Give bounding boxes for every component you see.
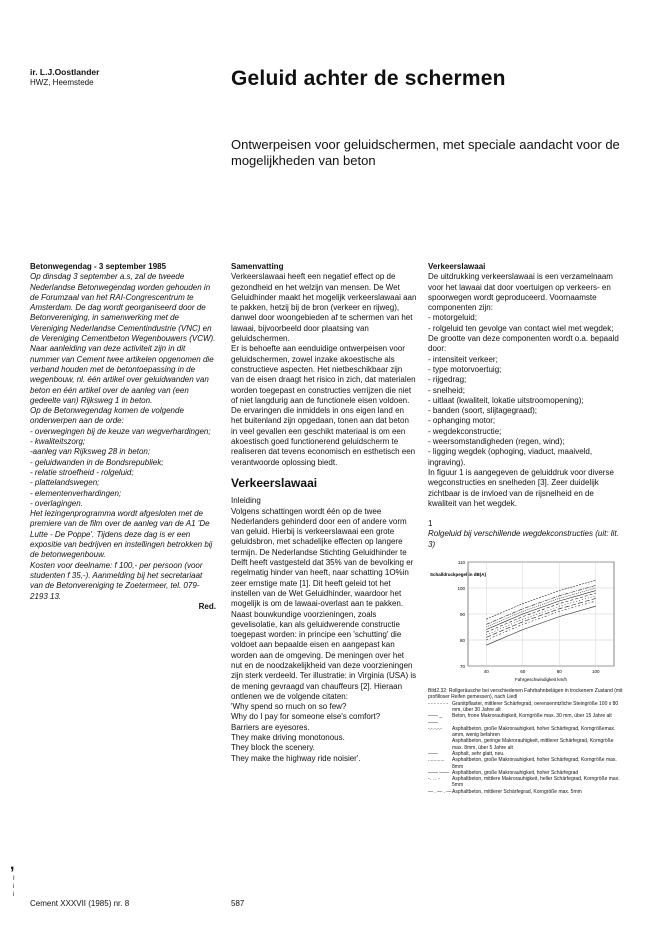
legend-text: Granitpflaster, mittlerer Schärfegrad, oerensenntzliche Steingröße 100 x 80 mm, über 30 Jahre alt bbox=[452, 700, 619, 713]
quotes-list bbox=[231, 702, 417, 764]
announcement-outro: Het lezingenprogramma wordt afgesloten met de premiere van de film over de aanleg van de A1 'De Lutte - De Poppe'. Tijdens deze dag is er een expositie van bedrijven en instellingen betrokken bij de betonwegenbouw. bbox=[30, 509, 213, 560]
quote-line: They block the scenery. bbox=[231, 743, 315, 753]
author-affiliation: HWZ, Heemstede bbox=[30, 78, 94, 87]
body-paragraph: Volgens schattingen wordt één op de twee Nederlanders gehinderd door een of andere vorm van geluid. Hierbij is verkeerslawaai een grote geluidsbron, met schadelijke effecten op langere termijn. De Nederlandse Stichting Geluidhinder te Delft heeft vastgesteld dat 35% van de bevolking er regelmatig hinder van heeft, naar schatting 1O%in zeer ernstige mate [1]. Dit heeft geleid tot het instellen van de Wet Geluidhinder, waardoor het mogelijk is om de lawaai-overlast aan te pakken. bbox=[231, 506, 414, 609]
traffic-noise-text-3: In figuur 1 is aangegeven de geluiddruk voor diverse wegconstructies en snelheden [3]. Zeer duidelijk zichtbaar is de invloed van de rijsnelheid en de kwaliteit van het wegdek. bbox=[428, 467, 614, 508]
factor-item: - ophanging motor; bbox=[428, 416, 496, 426]
topic-item: - relatie stroefheid - rolgeluid; bbox=[30, 467, 134, 477]
announcement-intro: Op dinsdag 3 september a.s, zal de tweede Nederlandse Betonwegendag worden gehouden in de Forumzaal van het RAI-Congrescentrum te Amsterdam. De dag wordt georganiseerd door de Betonvereniging, in samenwerking met de Vereniging Nederlandse Cementindustrie (VNC) en de Vereniging Cementbeton Wegenbouwers (VCW). bbox=[30, 272, 216, 344]
summary-paragraph: Verkeerslawaai heeft een negatief effect op de gezondheid en het welzijn van mensen. De Wet Geluidhinder maakt het mogelijk verkeerslawaai aan te pakken, hetzij bij de bron (verkeer en rijweg), danwel door woongebieden af te schermen van het lawaai, bijvoorbeeld door plaatsing van geluidschermen. bbox=[231, 272, 417, 344]
section-title: Verkeerslawaai bbox=[231, 475, 318, 490]
legend-entry bbox=[428, 757, 624, 770]
traffic-noise-text: De uitdrukking verkeerslawaai is een verzamelnaam voor het lawaai dat door voertuigen op verkeers- en spoorwegen wordt geproduceerd. Voornaamste componenten zijn: bbox=[428, 272, 613, 313]
legend-text: Asphaltbeton, große Makrorauhigkeit, hoher Schärfegrad, Korngrößemax. amm, wenig befahren bbox=[452, 725, 616, 739]
topic-item: - overwegingen bij de keuze van wegverhardingen; bbox=[30, 426, 211, 436]
author-name: ir. L.J.Oostlander bbox=[30, 67, 100, 77]
figure-legend bbox=[428, 688, 624, 795]
legend-symbol: -. . . - bbox=[428, 776, 440, 783]
x-tick-label: 100 bbox=[591, 669, 600, 675]
legend-items bbox=[428, 701, 624, 795]
traffic-noise-heading: Verkeerslawaai bbox=[428, 262, 486, 271]
factor-item: - ligging wegdek (ophoging, viaduct, maaiveld, ingraving). bbox=[428, 447, 593, 467]
chart-svg bbox=[428, 554, 624, 684]
legend-intro: Bild2.32: Rollgeräusche bei verschiedenen Fahrbahnbelägen in trockenem Zustand (mit profilloser Reifen gemessen), nach Liedl bbox=[428, 688, 623, 701]
factor-item: - weersomstandigheden (regen, wind); bbox=[428, 437, 565, 447]
y-tick-label: 80 bbox=[459, 638, 465, 644]
topic-item: - overlagingen. bbox=[30, 498, 83, 508]
margin-ticks: I i i bbox=[13, 876, 15, 898]
y-tick-label: 90 bbox=[459, 612, 465, 618]
quote-line: Barriers are eyesores. bbox=[231, 722, 310, 732]
topic-item: - kwaliteitszorg; bbox=[30, 437, 86, 447]
summary-column bbox=[231, 262, 417, 764]
components-list bbox=[428, 313, 624, 334]
legend-symbol: —— —— bbox=[428, 769, 450, 776]
topic-item: - geluidwanden in de Bondsrepubliek; bbox=[30, 457, 164, 467]
factors-list bbox=[428, 355, 624, 468]
legend-symbol: - - - - - - - bbox=[428, 700, 448, 707]
legend-symbol: —— _ —— bbox=[428, 713, 443, 726]
x-tick-label: 40 bbox=[483, 669, 489, 675]
factor-item: - uitlaat (kwaliteit, lokatie uitstroomopening); bbox=[428, 395, 584, 405]
quote-line: They make the highway ride noisier'. bbox=[231, 753, 361, 763]
legend-text: Asphaltbeton, große Makrorauhigkeit, hoher Schärfegrad, Korngröße max. 8mm bbox=[452, 757, 617, 770]
topic-item: - elementenverhardingen; bbox=[30, 488, 122, 498]
traffic-noise-column bbox=[428, 262, 624, 795]
series-line bbox=[486, 606, 596, 645]
series-line bbox=[486, 580, 596, 619]
legend-entry bbox=[428, 776, 624, 789]
legend-entry bbox=[428, 701, 624, 714]
x-tick-label: 80 bbox=[556, 669, 562, 675]
series-line bbox=[486, 598, 596, 637]
figure-chart bbox=[428, 554, 624, 684]
announcement-outro-2: Kosten voor deelname: f 100,- per persoon (voor studenten f 35,-). Aanmelding bij het secretariaat van de Betonvereniging te Zoetermeer, tel. 079-2193 13. bbox=[30, 560, 203, 601]
legend-text: Asphaltbeton, geringe Makrorauhigkeit, mittlerer Schärfegrad, Korngröße max. 8mm, über 5 Jahre alt bbox=[452, 738, 614, 751]
series-line bbox=[486, 601, 596, 640]
legend-symbol: —— bbox=[428, 750, 438, 757]
legend-text: Beton, frone Makrorauhigkeit, Korngröße max. 30 mm, über 15 Jahre alt bbox=[452, 713, 612, 720]
article-title: Geluid achter de schermen bbox=[231, 67, 506, 90]
legend-text: Asphaltbeton, große Makrorauhigkeit, hoher Schärfegrad bbox=[452, 769, 579, 776]
legend-entry bbox=[428, 738, 624, 751]
quote-line: They make driving monotonous. bbox=[231, 733, 345, 743]
announcement-column bbox=[30, 262, 216, 612]
y-axis-label: Schalldruckpegel in dB(A) bbox=[430, 572, 487, 578]
figure-caption: Rolgeluid bij verschillende wegdekconstructies (uit: lit. 3) bbox=[428, 529, 619, 549]
factor-item: - intensiteit verkeer; bbox=[428, 354, 498, 364]
announcement-intro-3: Op de Betonwegendag komen de volgende onderwerpen aan de orde: bbox=[30, 406, 184, 426]
margin-mark: , bbox=[10, 856, 15, 873]
factor-item: - type motorvoertuig; bbox=[428, 364, 502, 374]
factor-item: - banden (soort, slijtagegraad); bbox=[428, 406, 537, 416]
announcement-intro-2: Naar aanleiding van deze activiteit zijn in dit nummer van Cement twee artikelen opgenomen die verband houden met de betontoepassing in de wegenbouw, nl. één artikel over geluidwanden van beton en één artikel over de aanleg van (een gedeelte van) Rijksweg 1 in beton. bbox=[30, 344, 214, 405]
legend-text: Asphaltbeton, mittlerer Schärfegrad, Korngröße max. 5mm bbox=[452, 788, 582, 795]
sub-heading: Inleiding bbox=[231, 496, 261, 506]
quote-line: 'Why spend so rnuch on so few? bbox=[231, 702, 347, 712]
quote-line: Why do I pay for someone else's comfort? bbox=[231, 712, 381, 722]
summary-paragraph-2: Er is behoefte aan eenduidige ontwerpeisen voor geluidschermen, zowel inzake akoestische als constructieve aspecten. Het nietbeschikbaar zijn van de eisen draagt het risico in zich, dat materialen worden toegepast en constructies verrijzen die niet of niet langdurig aan de functionele eisen voldoen. bbox=[231, 344, 416, 405]
announcement-heading: Betonwegendag - 3 september 1985 bbox=[30, 262, 167, 271]
y-tick-label: 70 bbox=[459, 664, 465, 670]
y-tick-label: 110 bbox=[457, 560, 465, 566]
factor-item: - snelheid; bbox=[428, 385, 465, 395]
y-tick-label: 100 bbox=[457, 586, 465, 592]
series-line bbox=[486, 593, 596, 632]
component-item: - motorgeluid; bbox=[428, 313, 477, 323]
legend-text: Asphaltbeton, mittlere Makrorauhigkeit, heller Schärfegrad, Korngröße max. 5mm bbox=[452, 776, 620, 789]
editor-signature: Red. bbox=[198, 601, 216, 611]
component-item: - rolgeluid ten gevolge van contact wiel met wegdek; bbox=[428, 323, 614, 333]
page-number: 587 bbox=[231, 899, 245, 908]
legend-symbol: -.-.-.-.- bbox=[428, 725, 442, 732]
series-line bbox=[486, 585, 596, 624]
journal-footer: Cement XXXVII (1985) nr. 8 bbox=[30, 899, 130, 908]
x-tick-label: 60 bbox=[520, 669, 526, 675]
legend-text: Asphalt, sehr glatt, neu. bbox=[452, 750, 505, 757]
summary-paragraph-3: De ervaringen die inmiddels in ons eigen land en het buitenland zijn opgedaan, tonen aan dat beton in veel gevallen een geschikt materiaal is om een akoestisch goed functionerend geluidscherm te realiseren dat tevens economisch en esthetisch een verantwoorde oplossing biedt. bbox=[231, 406, 416, 467]
series-line bbox=[486, 591, 596, 630]
topic-item: - plattelandswegen; bbox=[30, 478, 100, 488]
body-paragraph-2: Naast bouwkundige voorzieningen, zoals gevelisolatie, kan als geluidwerende constructie toegepast worden: in principe een 'schutting' die voldoet aan bepaalde eisen en aangepast kan worden aan de omgeving. De meningen over het nut en de noodzakelijkheid van deze voorzieningen zijn sterk verdeeld. Ter illustratie: in Virginia (USA) is de mening gevraagd van chauffeurs [2]. Hieraan ontlenen we de volgende citaten: bbox=[231, 609, 417, 701]
factor-item: - rijgedrag; bbox=[428, 375, 467, 385]
legend-entry bbox=[428, 789, 624, 795]
figure-block bbox=[428, 519, 624, 795]
article-subtitle: Ontwerpeisen voor geluidschermen, met speciale aandacht voor de mogelijkheden van beton bbox=[231, 137, 620, 168]
figure-number: 1 bbox=[428, 519, 433, 529]
legend-symbol: — . — . — bbox=[428, 788, 452, 795]
traffic-noise-text-2: De grootte van deze componenten wordt o.a. bepaald door: bbox=[428, 334, 619, 354]
legend-symbol bbox=[428, 738, 452, 751]
legend-symbol: ............ bbox=[428, 757, 445, 764]
legend-entry bbox=[428, 713, 624, 726]
topics-list bbox=[30, 427, 216, 509]
summary-heading: Samenvatting bbox=[231, 262, 284, 271]
factor-item: - wegdekconstructie; bbox=[428, 426, 502, 436]
legend-entry bbox=[428, 726, 624, 739]
x-axis-label: Fahrgeschwindigkeit km/h bbox=[514, 677, 568, 683]
topic-item: -aanleg van Rijksweg 28 in beton; bbox=[30, 447, 151, 457]
